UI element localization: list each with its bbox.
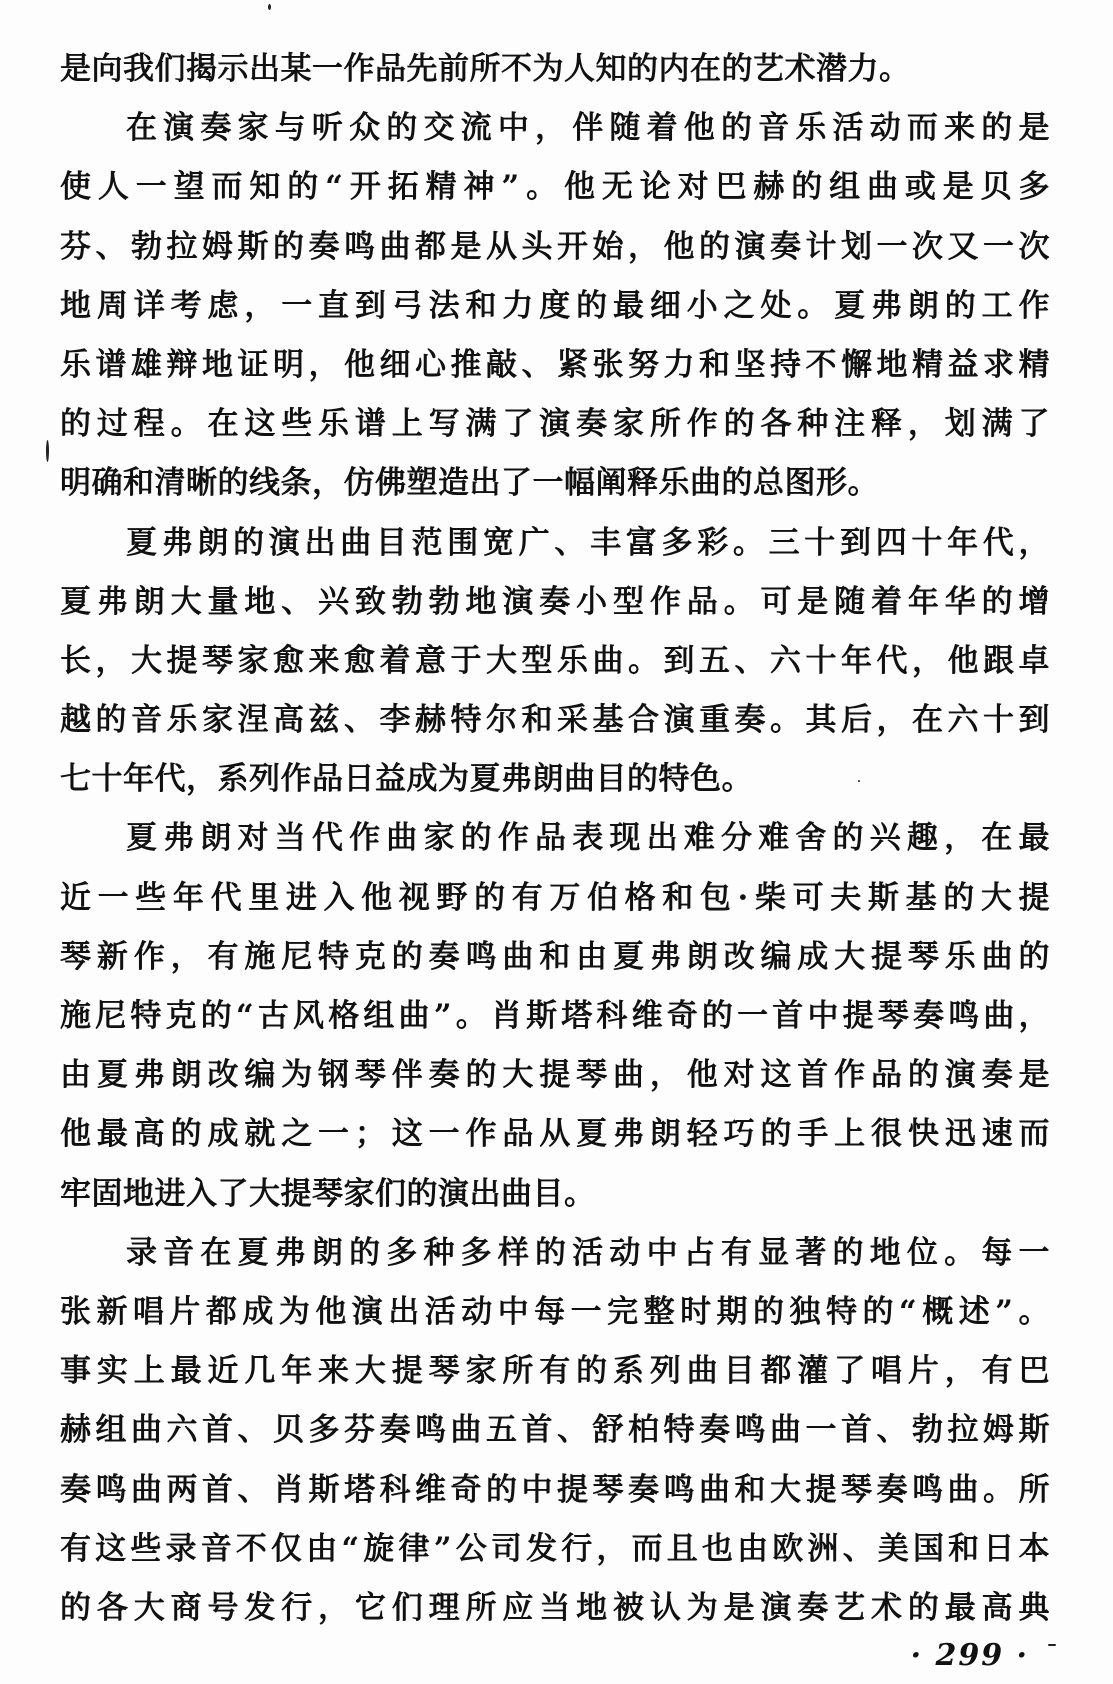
text-line: 张新唱片都成为他演出活动中每一完整时期的独特的“概述”。: [60, 1293, 1050, 1330]
text-line: 乐谱雄辩地证明，他细心推敲、紧张努力和坚持不懈地精益求精: [60, 346, 1050, 383]
text-line: 夏弗朗对当代作曲家的作品表现出难分难舍的兴趣，在最: [126, 820, 1050, 857]
scan-speck: [268, 4, 271, 10]
text-line: 在演奏家与听众的交流中，伴随着他的音乐活动而来的是: [126, 110, 1050, 147]
text-line: 芬、勃拉姆斯的奏鸣曲都是从头开始，他的演奏计划一次又一次: [60, 228, 1050, 265]
text-line: 越的音乐家涅高兹、李赫特尔和采基合演重奏。其后，在六十到: [60, 702, 1050, 739]
text-line: 琴新作，有施尼特克的奏鸣曲和由夏弗朗改编成大提琴乐曲的: [60, 938, 1050, 975]
text-line: 他最高的成就之一；这一作品从夏弗朗轻巧的手上很快迅速而: [60, 1116, 1050, 1153]
text-line: 长，大提琴家愈来愈着意于大型乐曲。到五、六十年代，他跟卓: [60, 642, 1050, 679]
text-line: 的过程。在这些乐谱上写满了演奏家所作的各种注释，划满了: [60, 406, 1050, 443]
text-line: 是向我们揭示出某一作品先前所不为人知的内在的艺术潜力。: [60, 51, 911, 87]
text-line: 的各大商号发行，它们理所应当地被认为是演奏艺术的最高典: [60, 1589, 1050, 1626]
text-line: 夏弗朗的演出曲目范围宽广、丰富多彩。三十到四十年代，: [126, 524, 1050, 561]
text-line: 由夏弗朗改编为钢琴伴奏的大提琴曲，他对这首作品的演奏是: [60, 1057, 1050, 1094]
text-line: 七十年代，系列作品日益成为夏弗朗曲目的特色。: [60, 761, 753, 798]
scan-speck: [858, 780, 860, 782]
text-line: 夏弗朗大量地、兴致勃勃地演奏小型作品。可是随着年华的增: [60, 583, 1050, 620]
text-line: 施尼特克的“古风格组曲”。肖斯塔科维奇的一首中提琴奏鸣曲，: [60, 998, 1050, 1034]
text-line: 近一些年代里进入他视野的有万伯格和包·柴可夫斯基的大提: [60, 879, 1050, 916]
text-line: 奏鸣曲两首、肖斯塔科维奇的中提琴奏鸣曲和大提琴奏鸣曲。所: [60, 1471, 1050, 1508]
text-line: 使人一望而知的“开拓精神”。他无论对巴赫的组曲或是贝多: [60, 169, 1050, 206]
text-line: 牢固地进入了大提琴家们的演出曲目。: [60, 1175, 596, 1212]
text-line: 明确和清晰的线条，仿佛塑造出了一幅阐释乐曲的总图形。: [60, 465, 879, 502]
scan-speck: [46, 440, 49, 462]
text-line: 赫组曲六首、贝多芬奏鸣曲五首、舒柏特奏鸣曲一首、勃拉姆斯: [60, 1412, 1050, 1449]
body-text: [60, 40, 1050, 1638]
text-line: 录音在夏弗朗的多种多样的活动中占有显著的地位。每一: [126, 1234, 1050, 1271]
text-line: 地周详考虑，一直到弓法和力度的最细小之处。夏弗朗的工作: [60, 287, 1050, 324]
page-number: · 299 ·: [910, 1638, 1029, 1673]
text-line: 有这些录音不仅由“旋律”公司发行，而且也由欧洲、美国和日本: [60, 1530, 1050, 1567]
scan-speck: [1048, 1644, 1056, 1646]
text-line: 事实上最近几年来大提琴家所有的系列曲目都灌了唱片，有巴: [60, 1353, 1050, 1390]
